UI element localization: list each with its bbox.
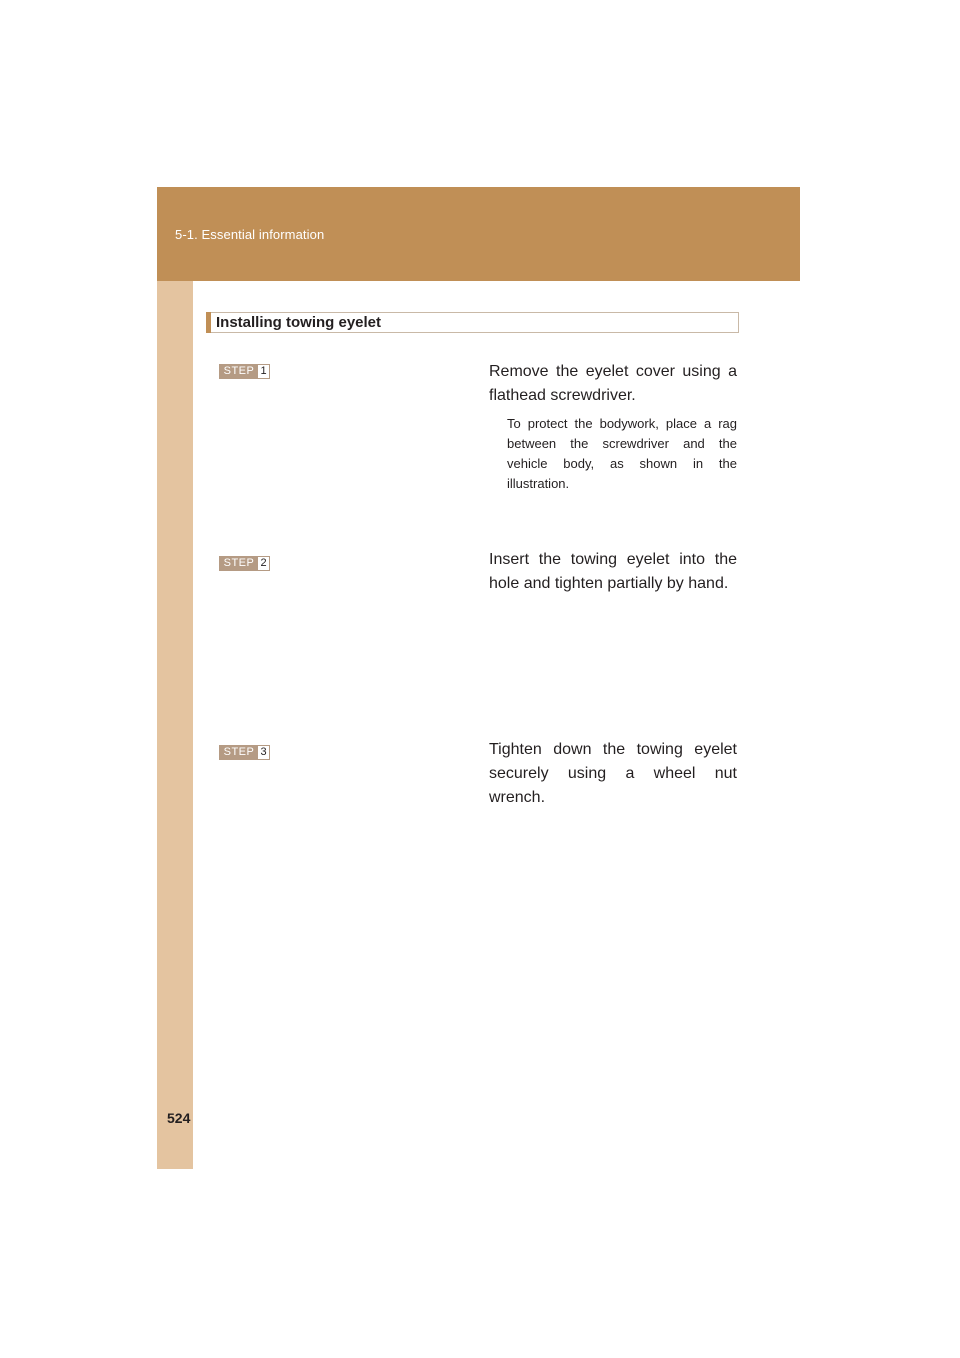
step-label: STEP	[220, 557, 258, 570]
chapter-header	[157, 187, 800, 281]
step-number: 2	[258, 557, 269, 570]
section-title: Installing towing eyelet	[216, 314, 382, 331]
step-3-badge	[219, 745, 270, 760]
step-1-note: To protect the bodywork, place a rag between the screwdriver and the vehicle body, as shown in the illustration.	[507, 416, 737, 491]
page-number: 524	[167, 1110, 191, 1126]
side-margin-strip	[157, 281, 193, 1169]
step-3-instruction: Tighten down the towing eyelet securely using a wheel nut wrench.	[489, 741, 737, 806]
section-heading	[206, 312, 739, 333]
step-label: STEP	[220, 746, 258, 759]
step-number: 3	[258, 746, 269, 759]
step-number: 1	[258, 365, 269, 378]
step-2-badge	[219, 556, 270, 571]
step-1-badge	[219, 364, 270, 379]
heading-accent-bar	[206, 312, 211, 333]
step-label: STEP	[220, 365, 258, 378]
chapter-title: 5-1. Essential information	[175, 227, 325, 242]
step-2-instruction: Insert the towing eyelet into the hole and tighten partially by hand.	[489, 551, 737, 592]
step-1-instruction: Remove the eyelet cover using a flathead screwdriver.	[489, 363, 737, 404]
